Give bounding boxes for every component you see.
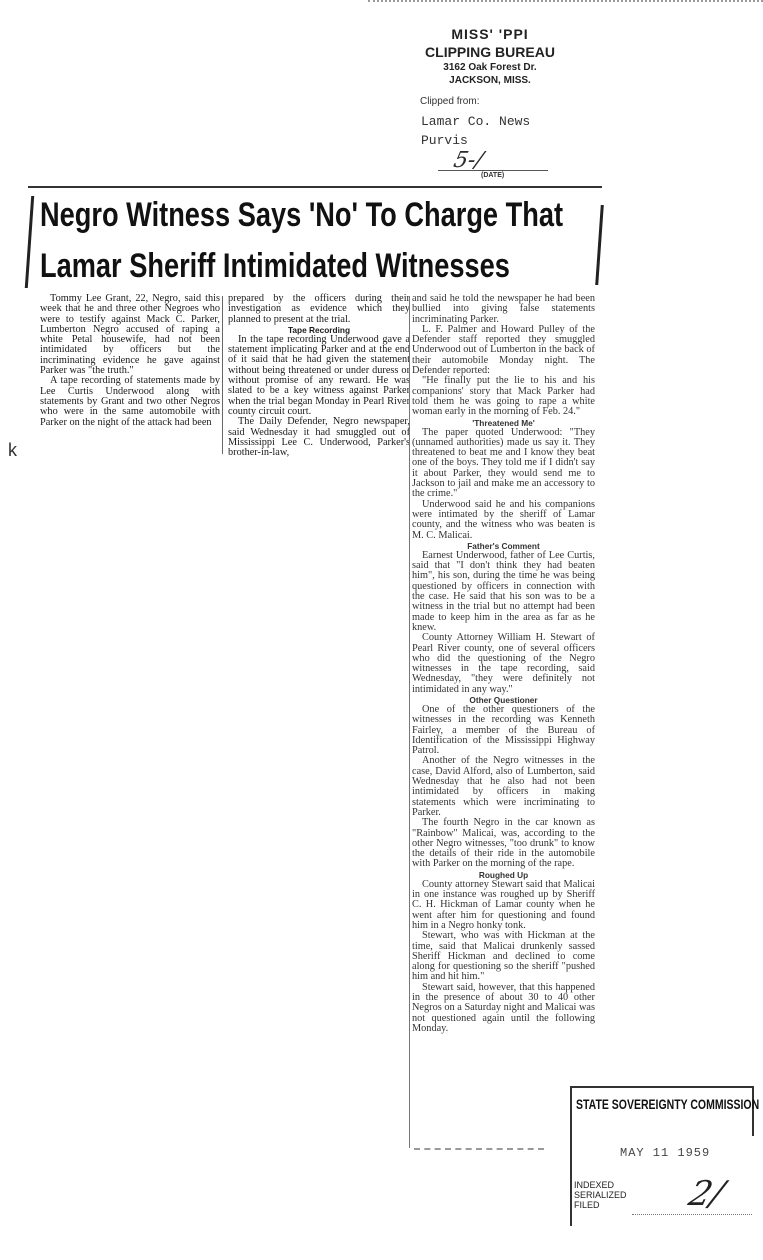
stamp-filed: FILED: [574, 1200, 600, 1210]
article-column-1: [40, 294, 220, 454]
paragraph: The fourth Negro in the car known as "Rainbow" Malicai, was, according to the other Negro witnesses, "too drunk" to know the details of their ride in the automobile with Parker on the morning of the rape.: [412, 817, 595, 870]
paragraph: Stewart said, however, that this happened in the presence of about 30 to 40 other Negros on a Saturday night and Malicai was not questioned again until the following Monday.: [412, 981, 595, 1034]
article-column-3: [412, 294, 595, 1146]
date-underline: [438, 170, 548, 171]
handwritten-date: 5-/: [451, 148, 486, 173]
bureau-address: 3162 Oak Forest Dr.: [443, 62, 537, 73]
top-dotted-border: [368, 0, 763, 6]
paragraph: Underwood said he and his companions were intimated by the sheriff of Lamar county, and the witness who was beaten is M. C. Malicai.: [412, 498, 595, 541]
paper-name: Lamar Co. News: [421, 114, 531, 129]
commission-stamp: [570, 1086, 760, 1226]
paragraph: Stewart, who was with Hickman at the time, said that Malicai drunkenly sassed Sheriff Hickman and declined to come along for questioning so the sheriff "pushed him and hit him.": [412, 930, 595, 983]
stamp-frame-top: [570, 1086, 754, 1088]
column-divider: [409, 296, 410, 1148]
article-column-2: [228, 294, 410, 464]
paragraph: County Attorney William H. Stewart of Pearl River county, one of several officers who did the questioning of the Negro witnesses in the tape recording, said Wednesday, "they were definitely not intimidated in any way.": [412, 632, 595, 695]
date-label: (DATE): [481, 172, 505, 179]
subhead-roughed-up: Roughed Up: [478, 869, 529, 880]
paragraph: prepared by the officers during their investigation as evidence which they planned to present at the trial.: [228, 293, 410, 325]
dotted-trail: [414, 1148, 544, 1150]
paragraph: In the tape recording Underwood gave a statement implicating Parker and at the end of it said that he had given the statement without being threatened or under duress or without promise of any reward. He was slated to be a key witness against Parker when the trial began Monday in Pearl River county circuit court.: [228, 333, 410, 417]
subhead-other-questioner: Other Questioner: [469, 694, 538, 705]
clipped-from-label: Clipped from:: [420, 96, 480, 107]
paragraph: and said he told the newspaper he had been bullied into giving false statements incriminating Parker.: [412, 293, 595, 325]
subhead-threatened: 'Threatened Me': [472, 417, 535, 428]
bureau-name-line2: CLIPPING BUREAU: [425, 44, 555, 60]
paragraph: One of the other questioners of the witnesses in the recording was Kenneth Fairley, a member of the Bureau of Identification of the Mississippi Highway Patrol.: [412, 703, 595, 757]
stamp-date: MAY 11 1959: [620, 1146, 711, 1160]
headline-line1: Negro Witness Says 'No' To Charge That: [40, 196, 564, 234]
bureau-city: JACKSON, MISS.: [449, 75, 531, 86]
stamp-title: STATE SOVEREIGNTY COMMISSION: [576, 1096, 760, 1112]
stamp-handwritten-number: 2/: [684, 1174, 729, 1214]
stamp-indexed: INDEXED: [574, 1180, 615, 1190]
stamp-rows: [574, 1180, 627, 1210]
paragraph: "He finally put the lie to his and his companions' story that Mack Parker had told them he was going to rape a white woman early in the morning of Feb. 24.": [412, 375, 595, 418]
paragraph: County attorney Stewart said that Malicai in one instance was roughed up by Sheriff C. H. Hickman of Lamar county when he went after him for questioning and found him in a Negro honky tonk.: [412, 878, 595, 931]
paragraph: The paper quoted Underwood: "They (unnamed authorities) made us say it. They threatened to beat me and I know they beat one of the boys. They told me if I didn't say it about Parker, they would send me to Jackson to jail and make me an accessory to the crime.": [412, 426, 595, 500]
paper-place: Purvis: [421, 133, 468, 148]
paragraph: Tommy Lee Grant, 22, Negro, said this week that he and three other Negroes who were to testify against Mack C. Parker, Lumberton Negro accused of raping a white Petal housewife, had not been intimidated by officers but the incriminating evidence he gave against Parker was "the truth.": [40, 293, 220, 377]
paragraph: The Daily Defender, Negro newspaper, said Wednesday it had smuggled out of Mississippi Lee C. Underwood, Parker's brother-in-law,: [228, 416, 410, 459]
paragraph: Another of the Negro witnesses in the case, David Alford, also of Lumberton, said Wednesday that he also had not been intimidated by officers in making statements which were incriminating to Parker.: [412, 755, 595, 818]
stamp-serialized: SERIALIZED: [574, 1190, 627, 1200]
column-divider: [222, 296, 223, 454]
paragraph: A tape recording of statements made by Lee Curtis Underwood along with statements by Grant and two other Negros who were in the same automobile with Parker on the night of the attack had been: [40, 375, 220, 428]
margin-mark: k: [8, 440, 17, 460]
stamp-frame-left: [570, 1086, 572, 1226]
bureau-name-line1: MISS' 'PPI: [451, 26, 529, 42]
subhead-tape-recording: Tape Recording: [287, 324, 351, 335]
paragraph: Earnest Underwood, father of Lee Curtis, said that "I don't think they had beaten him", his son, during the time he was being questioned by officers in connection with the case. He said that his son was to be a witness in the trial but no attempt had been made to keep him in the area as far as he knew.: [412, 549, 595, 633]
headline-line2: Lamar Sheriff Intimidated Witnesses: [40, 247, 510, 285]
subhead-father: Father's Comment: [467, 540, 540, 551]
clipping-bureau-header: [410, 26, 570, 87]
paragraph: L. F. Palmer and Howard Pulley of the Defender staff reported they smuggled Underwood out of Lumberton in the back of their automobile Monday night. The Defender reported:: [412, 323, 595, 377]
